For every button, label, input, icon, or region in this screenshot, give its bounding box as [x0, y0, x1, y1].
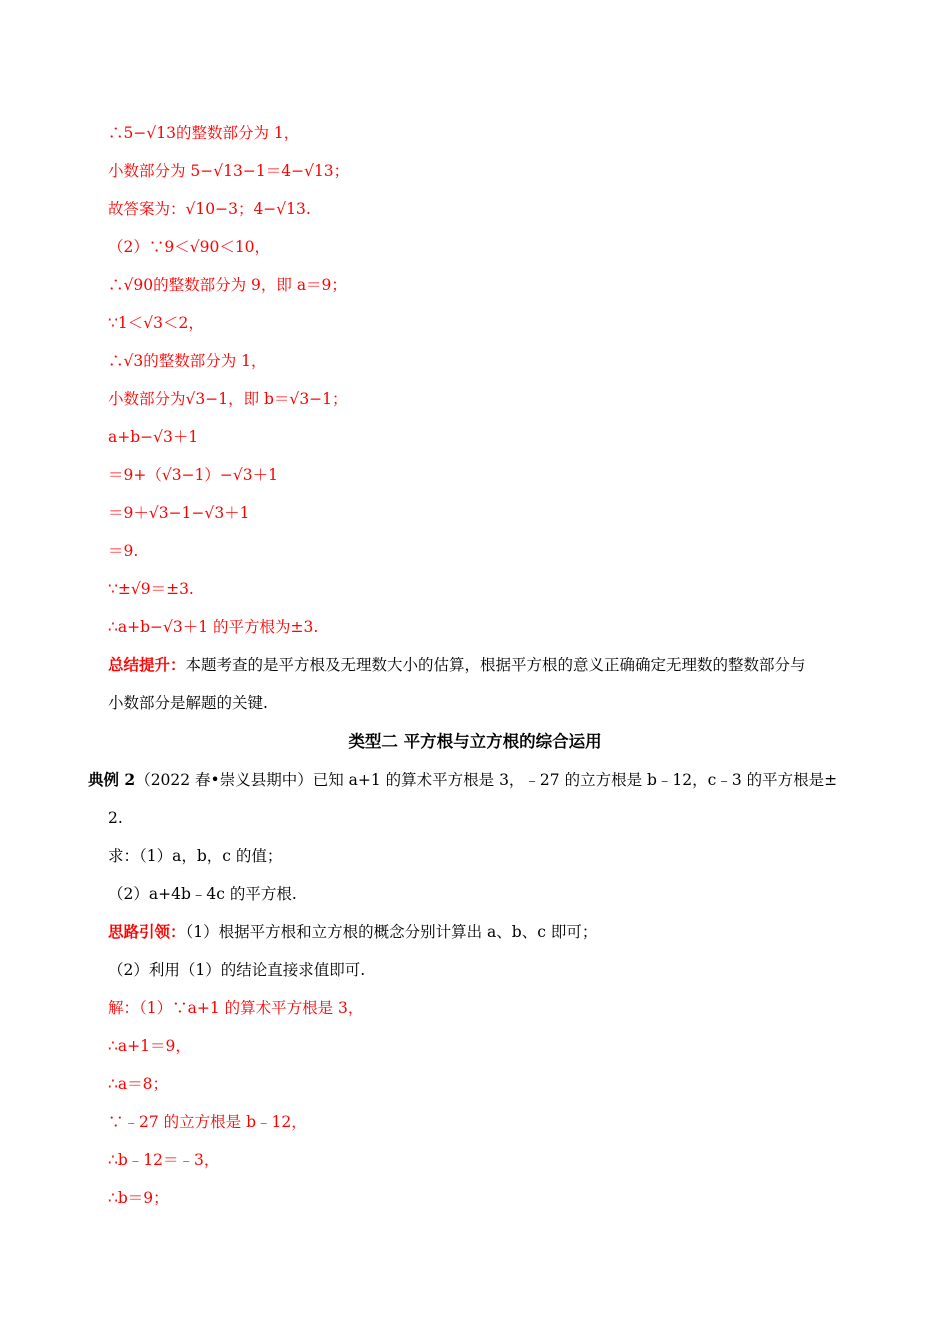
- hint-line: [108, 921, 597, 943]
- solution-line: a+b−√3＋1: [108, 428, 199, 446]
- hint-text-cont: （2）利用（1）的结论直接求值即可.: [108, 961, 366, 979]
- summary-text-cont: 小数部分是解题的关键.: [108, 694, 268, 712]
- example-text: （2022 春•崇义县期中）已知 a+1 的算术平方根是 3，﹣27 的立方根是 b﹣12，c﹣3 的平方根是±: [135, 771, 838, 789]
- question-part-1: 求：（1）a，b，c 的值；: [108, 847, 283, 865]
- solution-line: 小数部分为√3−1，即 b＝√3−1；: [108, 390, 348, 408]
- hint-text: （1）根据平方根和立方根的概念分别计算出 a、b、c 即可；: [185, 923, 598, 941]
- summary-label: 总结提升：: [108, 655, 186, 674]
- solution-line: ∴a＝8；: [108, 1075, 168, 1093]
- solution-line: ＝9.: [108, 542, 139, 560]
- solution-line: ∴b﹣12＝﹣3，: [108, 1151, 220, 1169]
- solution-line: ∴a+1＝9，: [108, 1037, 191, 1055]
- question-part-2: （2）a+4b﹣4c 的平方根.: [108, 885, 297, 903]
- section-title: 类型二 平方根与立方根的综合运用: [348, 732, 602, 751]
- solution-line: ＝9＋√3−1−√3＋1: [108, 504, 250, 522]
- summary-text: 本题考查的是平方根及无理数大小的估算，根据平方根的意义正确确定无理数的整数部分与: [185, 656, 806, 674]
- solution-line: 解：（1）∵a+1 的算术平方根是 3，: [108, 999, 364, 1017]
- solution-line: ∴a+b−√3＋1 的平方根为±3.: [108, 618, 319, 636]
- solution-line: ∵±√9＝±3.: [108, 580, 194, 598]
- solution-line: ∵1＜√3＜2，: [108, 314, 204, 332]
- solution-line: ＝9+（√3−1）−√3＋1: [108, 466, 279, 484]
- solution-line: ∴√90的整数部分为 9，即 a＝9；: [108, 276, 347, 294]
- summary-line: [108, 654, 806, 676]
- example-text-cont: 2.: [108, 809, 123, 827]
- example-question: [88, 769, 837, 791]
- example-label: 典例 2: [88, 770, 136, 789]
- solution-line: ∴5−√13的整数部分为 1，: [108, 124, 300, 142]
- solution-line: ∴b＝9；: [108, 1189, 169, 1207]
- solution-line: ∴√3的整数部分为 1，: [108, 352, 267, 370]
- solution-line: ∵﹣27 的立方根是 b﹣12，: [108, 1113, 307, 1131]
- hint-label: 思路引领：: [108, 922, 186, 941]
- solution-line: （2）∵9＜√90＜10，: [108, 238, 271, 256]
- solution-line: 故答案为：√10−3；4−√13.: [108, 200, 311, 218]
- solution-line: 小数部分为 5−√13−1＝4−√13；: [108, 162, 350, 180]
